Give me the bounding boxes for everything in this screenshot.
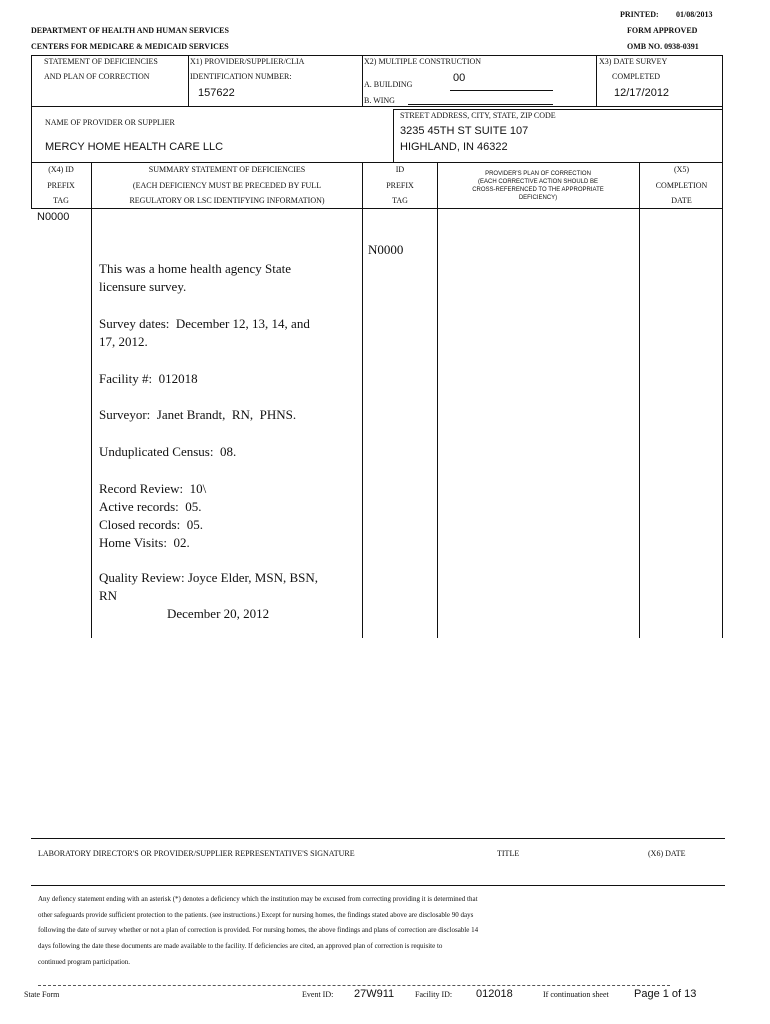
signature-top-line bbox=[31, 838, 725, 839]
street-address-label: STREET ADDRESS, CITY, STATE, ZIP CODE bbox=[400, 111, 556, 120]
plan-of-correction-label: AND PLAN OF CORRECTION bbox=[44, 72, 150, 81]
form-approved: FORM APPROVED bbox=[627, 26, 698, 35]
summary-header: SUMMARY STATEMENT OF DEFICIENCIES bbox=[148, 165, 306, 174]
grid-line bbox=[362, 162, 363, 638]
summary-subheader-1: (EACH DEFICIENCY MUST BE PRECEDED BY FULL bbox=[132, 181, 322, 190]
address-line-2: HIGHLAND, IN 46322 bbox=[400, 141, 508, 153]
survey-completed-date: 12/17/2012 bbox=[614, 87, 670, 99]
grid-line bbox=[31, 162, 32, 208]
printed-date: 01/08/2013 bbox=[676, 10, 713, 19]
facility-id-value: 012018 bbox=[476, 988, 513, 1000]
signature-bottom-line bbox=[31, 885, 725, 886]
provider-name-label: NAME OF PROVIDER OR SUPPLIER bbox=[45, 118, 175, 127]
x4-prefix-label: PREFIX bbox=[47, 181, 75, 190]
grid-line bbox=[722, 162, 723, 638]
record-review: Record Review: 10\ Active records: 05. Closed records: 05. Home Visits: 02. bbox=[99, 481, 207, 550]
grid-line bbox=[91, 162, 92, 638]
survey-description: This was a home health agency State licensure survey. bbox=[99, 261, 292, 294]
disclaimer-line-4: days following the date these documents are made available to the facility. If deficiencies are cited, an approved plan of correction is requisite to bbox=[38, 942, 443, 950]
quality-review: Quality Review: Joyce Elder, MSN, BSN, RN bbox=[99, 570, 319, 603]
grid-line bbox=[31, 106, 723, 107]
disclaimer-line-1: Any defiency statement ending with an asterisk (*) denotes a deficiency which the institution may be excused from correcting providing it is determined that bbox=[38, 895, 478, 903]
date-label: DATE bbox=[671, 196, 692, 205]
grid-line bbox=[31, 106, 32, 162]
facility-id-label: Facility ID: bbox=[415, 990, 453, 999]
grid-line bbox=[31, 162, 723, 163]
plan-subheader-2: CROSS-REFERENCED TO THE APPROPRIATE bbox=[472, 187, 604, 193]
completed-label: COMPLETED bbox=[612, 72, 660, 81]
surveyor: Surveyor: Janet Brandt, RN, PHNS. bbox=[99, 407, 297, 422]
unduplicated-census: Unduplicated Census: 08. bbox=[99, 444, 237, 459]
state-form-label: State Form bbox=[24, 990, 60, 999]
facility-number: Facility #: 012018 bbox=[99, 371, 198, 386]
wing-label: B. WING bbox=[364, 96, 395, 105]
grid-line bbox=[393, 109, 723, 110]
grid-line bbox=[393, 109, 394, 162]
deficiency-tag-right: N0000 bbox=[368, 242, 404, 257]
grid-line bbox=[722, 106, 723, 162]
centers-title: CENTERS FOR MEDICARE & MEDICAID SERVICES bbox=[31, 42, 229, 51]
grid-line bbox=[31, 55, 723, 56]
grid-line bbox=[31, 208, 723, 209]
x5-label: (X5) bbox=[673, 165, 690, 174]
address-line-1: 3235 45TH ST SUITE 107 bbox=[400, 125, 529, 137]
building-label: A. BUILDING bbox=[364, 80, 413, 89]
statement-label: STATEMENT OF DEFICIENCIES bbox=[44, 57, 158, 66]
survey-dates: Survey dates: December 12, 13, 14, and 17, 2012. bbox=[99, 316, 310, 349]
page-number: Page 1 of 13 bbox=[634, 988, 697, 1000]
x6-date-label: (X6) DATE bbox=[648, 849, 686, 858]
grid-line bbox=[188, 55, 189, 106]
x4-id-label: (X4) ID bbox=[48, 165, 74, 174]
wing-underline bbox=[408, 104, 553, 105]
completion-label: COMPLETION bbox=[655, 181, 708, 190]
lab-director-signature-label: LABORATORY DIRECTOR'S OR PROVIDER/SUPPLIER REPRESENTATIVE'S SIGNATURE bbox=[38, 849, 355, 858]
department-title: DEPARTMENT OF HEALTH AND HUMAN SERVICES bbox=[31, 26, 229, 35]
printed-label: PRINTED: bbox=[620, 10, 659, 19]
disclaimer-line-2: other safeguards provide sufficient protection to the patients. (see instructions.) Except for nursing homes, the findings stated above are disclosable 90 days bbox=[38, 911, 474, 919]
grid-line bbox=[31, 55, 32, 106]
event-id-value: 27W911 bbox=[354, 988, 395, 1000]
building-underline bbox=[450, 90, 553, 91]
provider-name: MERCY HOME HEALTH CARE LLC bbox=[45, 141, 224, 153]
building-value: 00 bbox=[453, 72, 466, 84]
id-prefix-label: PREFIX bbox=[386, 181, 414, 190]
plan-subheader-3: DEFICIENCY) bbox=[518, 195, 558, 201]
summary-subheader-2: REGULATORY OR LSC IDENTIFYING INFORMATION) bbox=[129, 196, 325, 205]
title-label: TITLE bbox=[497, 849, 520, 858]
multiple-construction-label: X2) MULTIPLE CONSTRUCTION bbox=[364, 57, 482, 66]
x4-tag-label: TAG bbox=[53, 196, 69, 205]
event-id-label: Event ID: bbox=[302, 990, 334, 999]
omb-number: OMB NO. 0938-0391 bbox=[627, 42, 699, 51]
deficiency-tag-left: N0000 bbox=[37, 211, 70, 223]
provider-id-label: X1) PROVIDER/SUPPLIER/CLIA bbox=[190, 57, 305, 66]
footer-divider bbox=[38, 985, 670, 986]
date-survey-label: X3) DATE SURVEY bbox=[599, 57, 668, 66]
grid-line bbox=[639, 162, 640, 638]
grid-line bbox=[596, 55, 597, 106]
grid-line bbox=[722, 55, 723, 106]
continuation-sheet-label: If continuation sheet bbox=[543, 990, 609, 999]
id-tag-label: TAG bbox=[392, 196, 408, 205]
provider-id-value: 157622 bbox=[198, 87, 235, 99]
quality-review-date: December 20, 2012 bbox=[167, 606, 270, 621]
id-label: ID bbox=[395, 165, 405, 174]
identification-number-label: IDENTIFICATION NUMBER: bbox=[190, 72, 292, 81]
disclaimer-line-5: continued program participation. bbox=[38, 958, 130, 966]
plan-header: PROVIDER'S PLAN OF CORRECTION bbox=[485, 171, 591, 177]
plan-subheader-1: (EACH CORRECTIVE ACTION SHOULD BE bbox=[477, 179, 599, 185]
disclaimer-line-3: following the date of survey whether or not a plan of correction is provided. For nursing homes, the above findings and plans of correction are disclosable 14 bbox=[38, 926, 479, 934]
grid-line bbox=[362, 55, 363, 106]
grid-line bbox=[437, 162, 438, 638]
